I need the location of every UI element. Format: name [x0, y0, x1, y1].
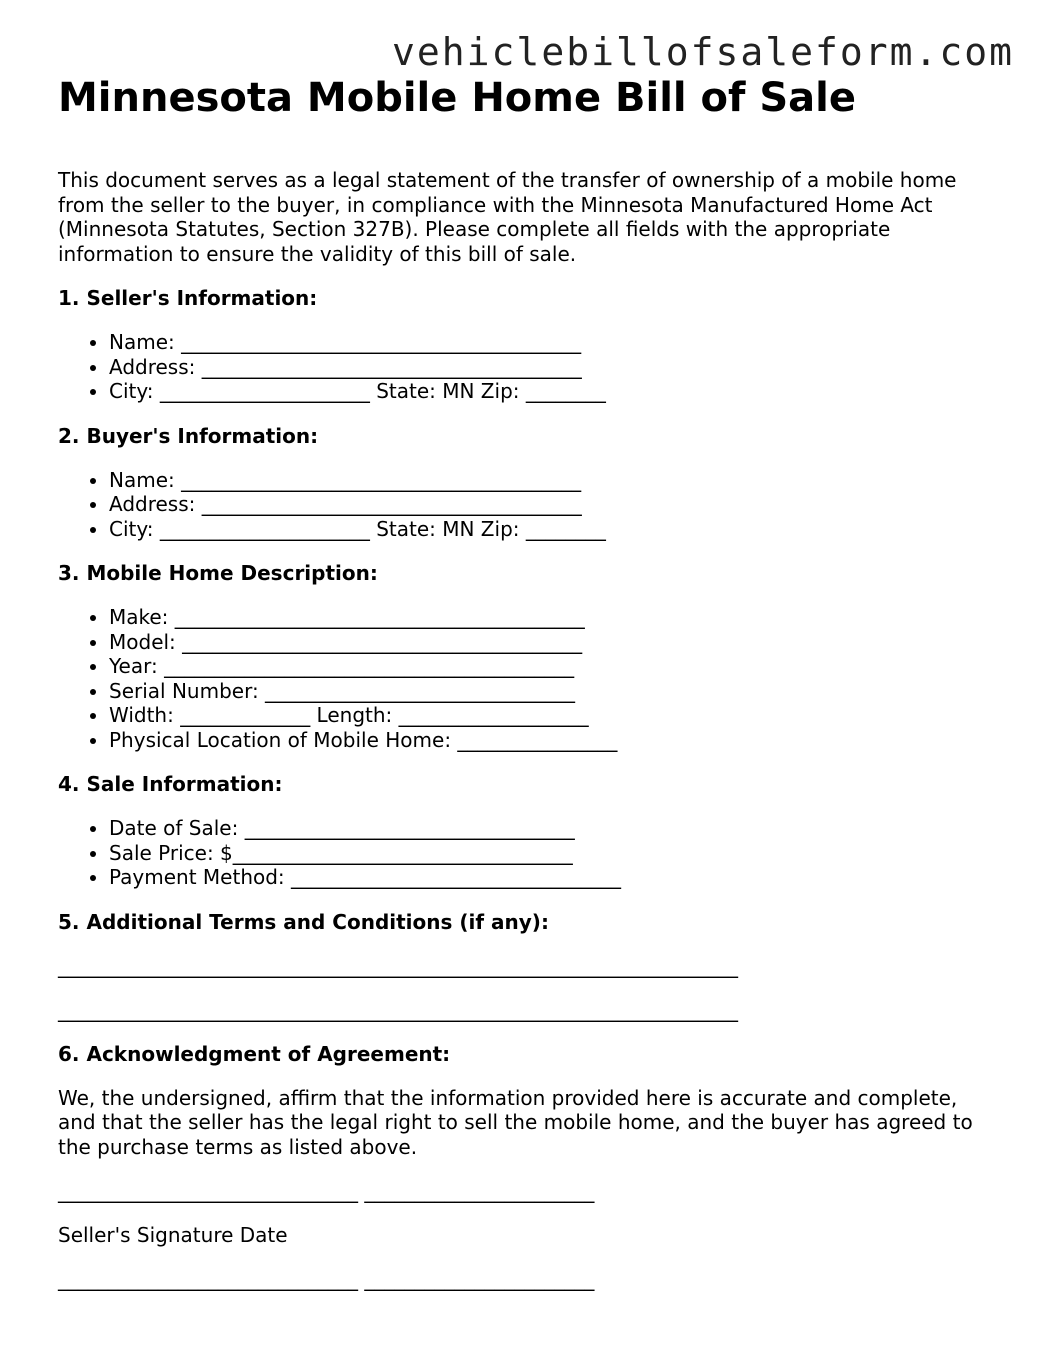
home-description-fields — [58, 605, 998, 752]
seller-name-field[interactable]: • Name: ________________________________________ — [109, 330, 998, 355]
make-field[interactable]: • Make: _________________________________________ — [109, 605, 998, 630]
buyer-heading: 2. Buyer's Information: — [58, 423, 319, 448]
physical-location-field[interactable]: • Physical Location of Mobile Home: ________________ — [109, 728, 998, 753]
intro-paragraph: This document serves as a legal statement of the transfer of ownership of a mobile home from the seller to the buyer, in compliance with the Minnesota Manufactured Home Act (Minnesota Statutes, Section 327B). Please complete all fields with the appropriate information to ensure the validity of this bill of sale. — [58, 168, 957, 266]
home-description-heading: 3. Mobile Home Description: — [58, 561, 378, 585]
buyer-address-field[interactable]: • Address: ______________________________________ — [109, 492, 998, 517]
buyer-signature-line[interactable]: ______________________________ _______________________ — [58, 1267, 595, 1291]
seller-signature-line[interactable]: ______________________________ _______________________ — [58, 1179, 595, 1203]
watermark: vehiclebillofsaleform.com — [392, 30, 1014, 74]
terms-line-1[interactable]: ____________________________________________________________________ — [58, 953, 738, 978]
seller-address-field[interactable]: • Address: ______________________________________ — [109, 355, 998, 380]
terms-heading: 5. Additional Terms and Conditions (if any): — [58, 909, 549, 934]
seller-section — [58, 286, 998, 404]
year-field[interactable]: • Year: _________________________________________ — [109, 654, 998, 679]
sale-heading: 4. Sale Information: — [58, 772, 283, 796]
acknowledgment-section — [58, 1042, 998, 1160]
sale-fields — [58, 816, 998, 890]
width-length-field[interactable]: • Width: _____________ Length: ___________________ — [109, 703, 998, 728]
date-of-sale-field[interactable]: • Date of Sale: _________________________________ — [109, 816, 998, 841]
document-title: Minnesota Mobile Home Bill of Sale — [58, 75, 857, 121]
buyer-section — [58, 424, 998, 542]
payment-method-field[interactable]: • Payment Method: _________________________________ — [109, 865, 998, 890]
model-field[interactable]: • Model: ________________________________________ — [109, 630, 998, 655]
seller-heading: 1. Seller's Information: — [58, 286, 318, 310]
acknowledgment-text: We, the undersigned, affirm that the information provided here is accurate and complete, and that the seller has the legal right to sell the mobile home, and the buyer has agreed to the purchase terms as listed above. — [58, 1085, 973, 1159]
acknowledgment-heading: 6. Acknowledgment of Agreement: — [58, 1041, 451, 1066]
seller-signature-label: Seller's Signature Date — [58, 1223, 288, 1247]
signature-section — [58, 1179, 998, 1291]
buyer-city-state-zip-field[interactable]: • City: _____________________ State: MN Zip: ________ — [109, 517, 998, 542]
sale-price-field[interactable]: • Sale Price: $__________________________________ — [109, 841, 998, 866]
home-description-section — [58, 561, 998, 752]
buyer-fields — [58, 468, 998, 542]
buyer-name-field[interactable]: • Name: ________________________________________ — [109, 468, 998, 493]
sale-section — [58, 772, 998, 890]
seller-fields — [58, 330, 998, 404]
terms-section — [58, 910, 998, 1022]
document-page — [58, 72, 998, 1291]
serial-number-field[interactable]: • Serial Number: _______________________________ — [109, 679, 998, 704]
seller-city-state-zip-field[interactable]: • City: _____________________ State: MN Zip: ________ — [109, 379, 998, 404]
terms-line-2[interactable]: ____________________________________________________________________ — [58, 997, 738, 1022]
